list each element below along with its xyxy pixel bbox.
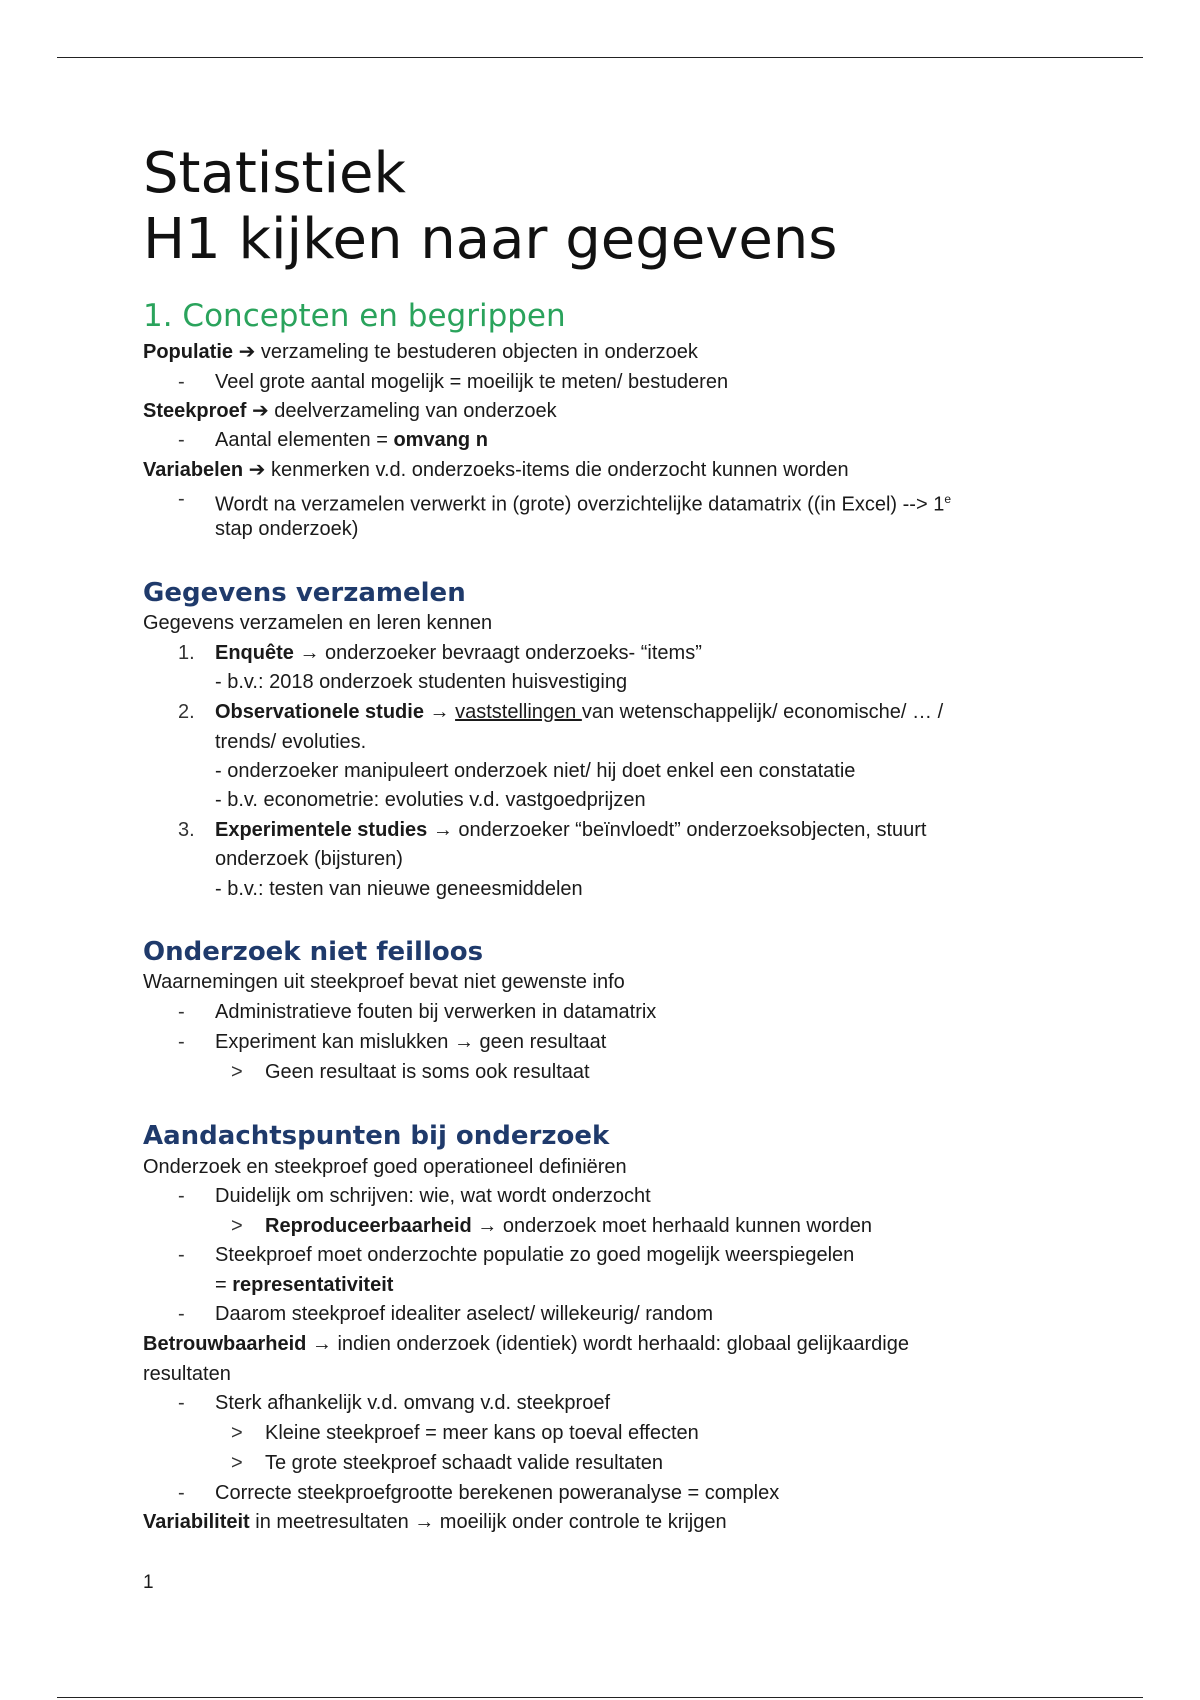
def-steekproef: Steekproef ➔ deelverzameling van onderzoek (143, 400, 557, 422)
arrow-icon: → (429, 701, 450, 723)
sub-list-item: > Te grote steekproef schaadt valide resultaten (265, 1449, 663, 1477)
list-item: - Veel grote aantal mogelijk = moeilijk te meten/ bestuderen (178, 371, 729, 393)
chevron-right-icon: > (231, 1215, 243, 1237)
list-item-extra: - onderzoeker manipuleert onderzoek niet/ hij doet enkel een constatatie (215, 760, 856, 782)
gegevens-intro: Gegevens verzamelen en leren kennen (143, 612, 493, 634)
heading-gegevens: Gegevens verzamelen (143, 578, 466, 608)
list-item-observationele: 2. Observationele studie → vaststellingen van wetenschappelijk/ economische/ … / (178, 701, 944, 723)
aandacht-intro: Onderzoek en steekproef goed operationeel definiëren (143, 1156, 627, 1178)
document-title: Statistiek (143, 141, 406, 206)
chevron-right-icon: > (231, 1422, 243, 1444)
def-variabelen: Variabelen ➔ kenmerken v.d. onderzoeks-items die onderzocht kunnen worden (143, 459, 849, 481)
heading-concepten: 1. Concepten en begrippen (143, 298, 566, 334)
list-item-continuation: stap onderzoek) (215, 518, 359, 540)
arrow-icon: → (299, 642, 320, 664)
list-item: - Wordt na verzamelen verwerkt in (grote) overzichtelijke datamatrix ((in Excel) --> $1^e$ (178, 488, 952, 516)
list-item-continuation: trends/ evoluties. (215, 731, 367, 753)
list-item: - Aantal elementen = omvang n (178, 429, 488, 451)
sub-list-item: > Reproduceerbaarheid → onderzoek moet herhaald kunnen worden (265, 1212, 872, 1240)
header-rule (57, 57, 1143, 58)
def-betrouwbaarheid: Betrouwbaarheid → indien onderzoek (identiek) wordt herhaald: globaal gelijkaardige (143, 1333, 909, 1355)
heading-aandacht: Aandachtspunten bij onderzoek (143, 1121, 610, 1151)
arrow-icon: ➔ (251, 400, 269, 422)
chevron-right-icon: > (231, 1452, 243, 1474)
arrow-icon: → (453, 1031, 474, 1053)
arrow-icon: → (306, 1333, 338, 1355)
list-item: - Correcte steekproefgrootte berekenen poweranalyse = complex (178, 1482, 780, 1504)
list-item-extra: - b.v.: 2018 onderzoek studenten huisvestiging (215, 671, 628, 693)
list-item: - Duidelijk om schrijven: wie, wat wordt onderzocht (178, 1185, 651, 1207)
arrow-icon: → (471, 1215, 503, 1237)
footer-rule (57, 1697, 1143, 1698)
list-item: - Experiment kan mislukken → geen resultaat (178, 1031, 607, 1053)
list-item-experimentele: 3. Experimentele studies → onderzoeker “beïnvloedt” onderzoeksobjecten, stuurt (178, 819, 927, 841)
list-item-extra: - b.v. econometrie: evoluties v.d. vastgoedprijzen (215, 789, 646, 811)
list-item: - Steekproef moet onderzochte populatie zo goed mogelijk weerspiegelen (178, 1244, 855, 1266)
chevron-right-icon: > (231, 1061, 243, 1083)
sub-list-item: > Kleine steekproef = meer kans op toeval effecten (265, 1419, 699, 1447)
list-item: - Daarom steekproef idealiter aselect/ willekeurig/ random (178, 1303, 714, 1325)
list-item-continuation: onderzoek (bijsturen) (215, 848, 403, 870)
def-variabiliteit: Variabiliteit in meetresultaten → moeilijk onder controle te krijgen (143, 1511, 727, 1533)
arrow-icon: ➔ (238, 341, 256, 363)
sub-list-item: > Geen resultaat is soms ook resultaat (265, 1058, 590, 1086)
document-subtitle: H1 kijken naar gegevens (143, 207, 838, 272)
heading-onderzoek: Onderzoek niet feilloos (143, 937, 484, 967)
list-item: - Administratieve fouten bij verwerken in datamatrix (178, 1001, 657, 1023)
def-populatie: Populatie ➔ verzameling te bestuderen objecten in onderzoek (143, 341, 698, 363)
list-item-enquete: 1. Enquête → onderzoeker bevraagt onderzoeks- “items” (178, 642, 702, 664)
page-number: 1 (143, 1572, 154, 1593)
arrow-icon: → (432, 819, 453, 841)
list-item-continuation: = representativiteit (215, 1274, 394, 1296)
list-item-extra: - b.v.: testen van nieuwe geneesmiddelen (215, 878, 583, 900)
list-item: - Sterk afhankelijk v.d. omvang v.d. steekproef (178, 1392, 611, 1414)
onderzoek-intro: Waarnemingen uit steekproef bevat niet gewenste info (143, 971, 625, 993)
arrow-icon: ➔ (248, 459, 266, 481)
def-continuation: resultaten (143, 1363, 231, 1385)
arrow-icon: → (414, 1511, 435, 1533)
